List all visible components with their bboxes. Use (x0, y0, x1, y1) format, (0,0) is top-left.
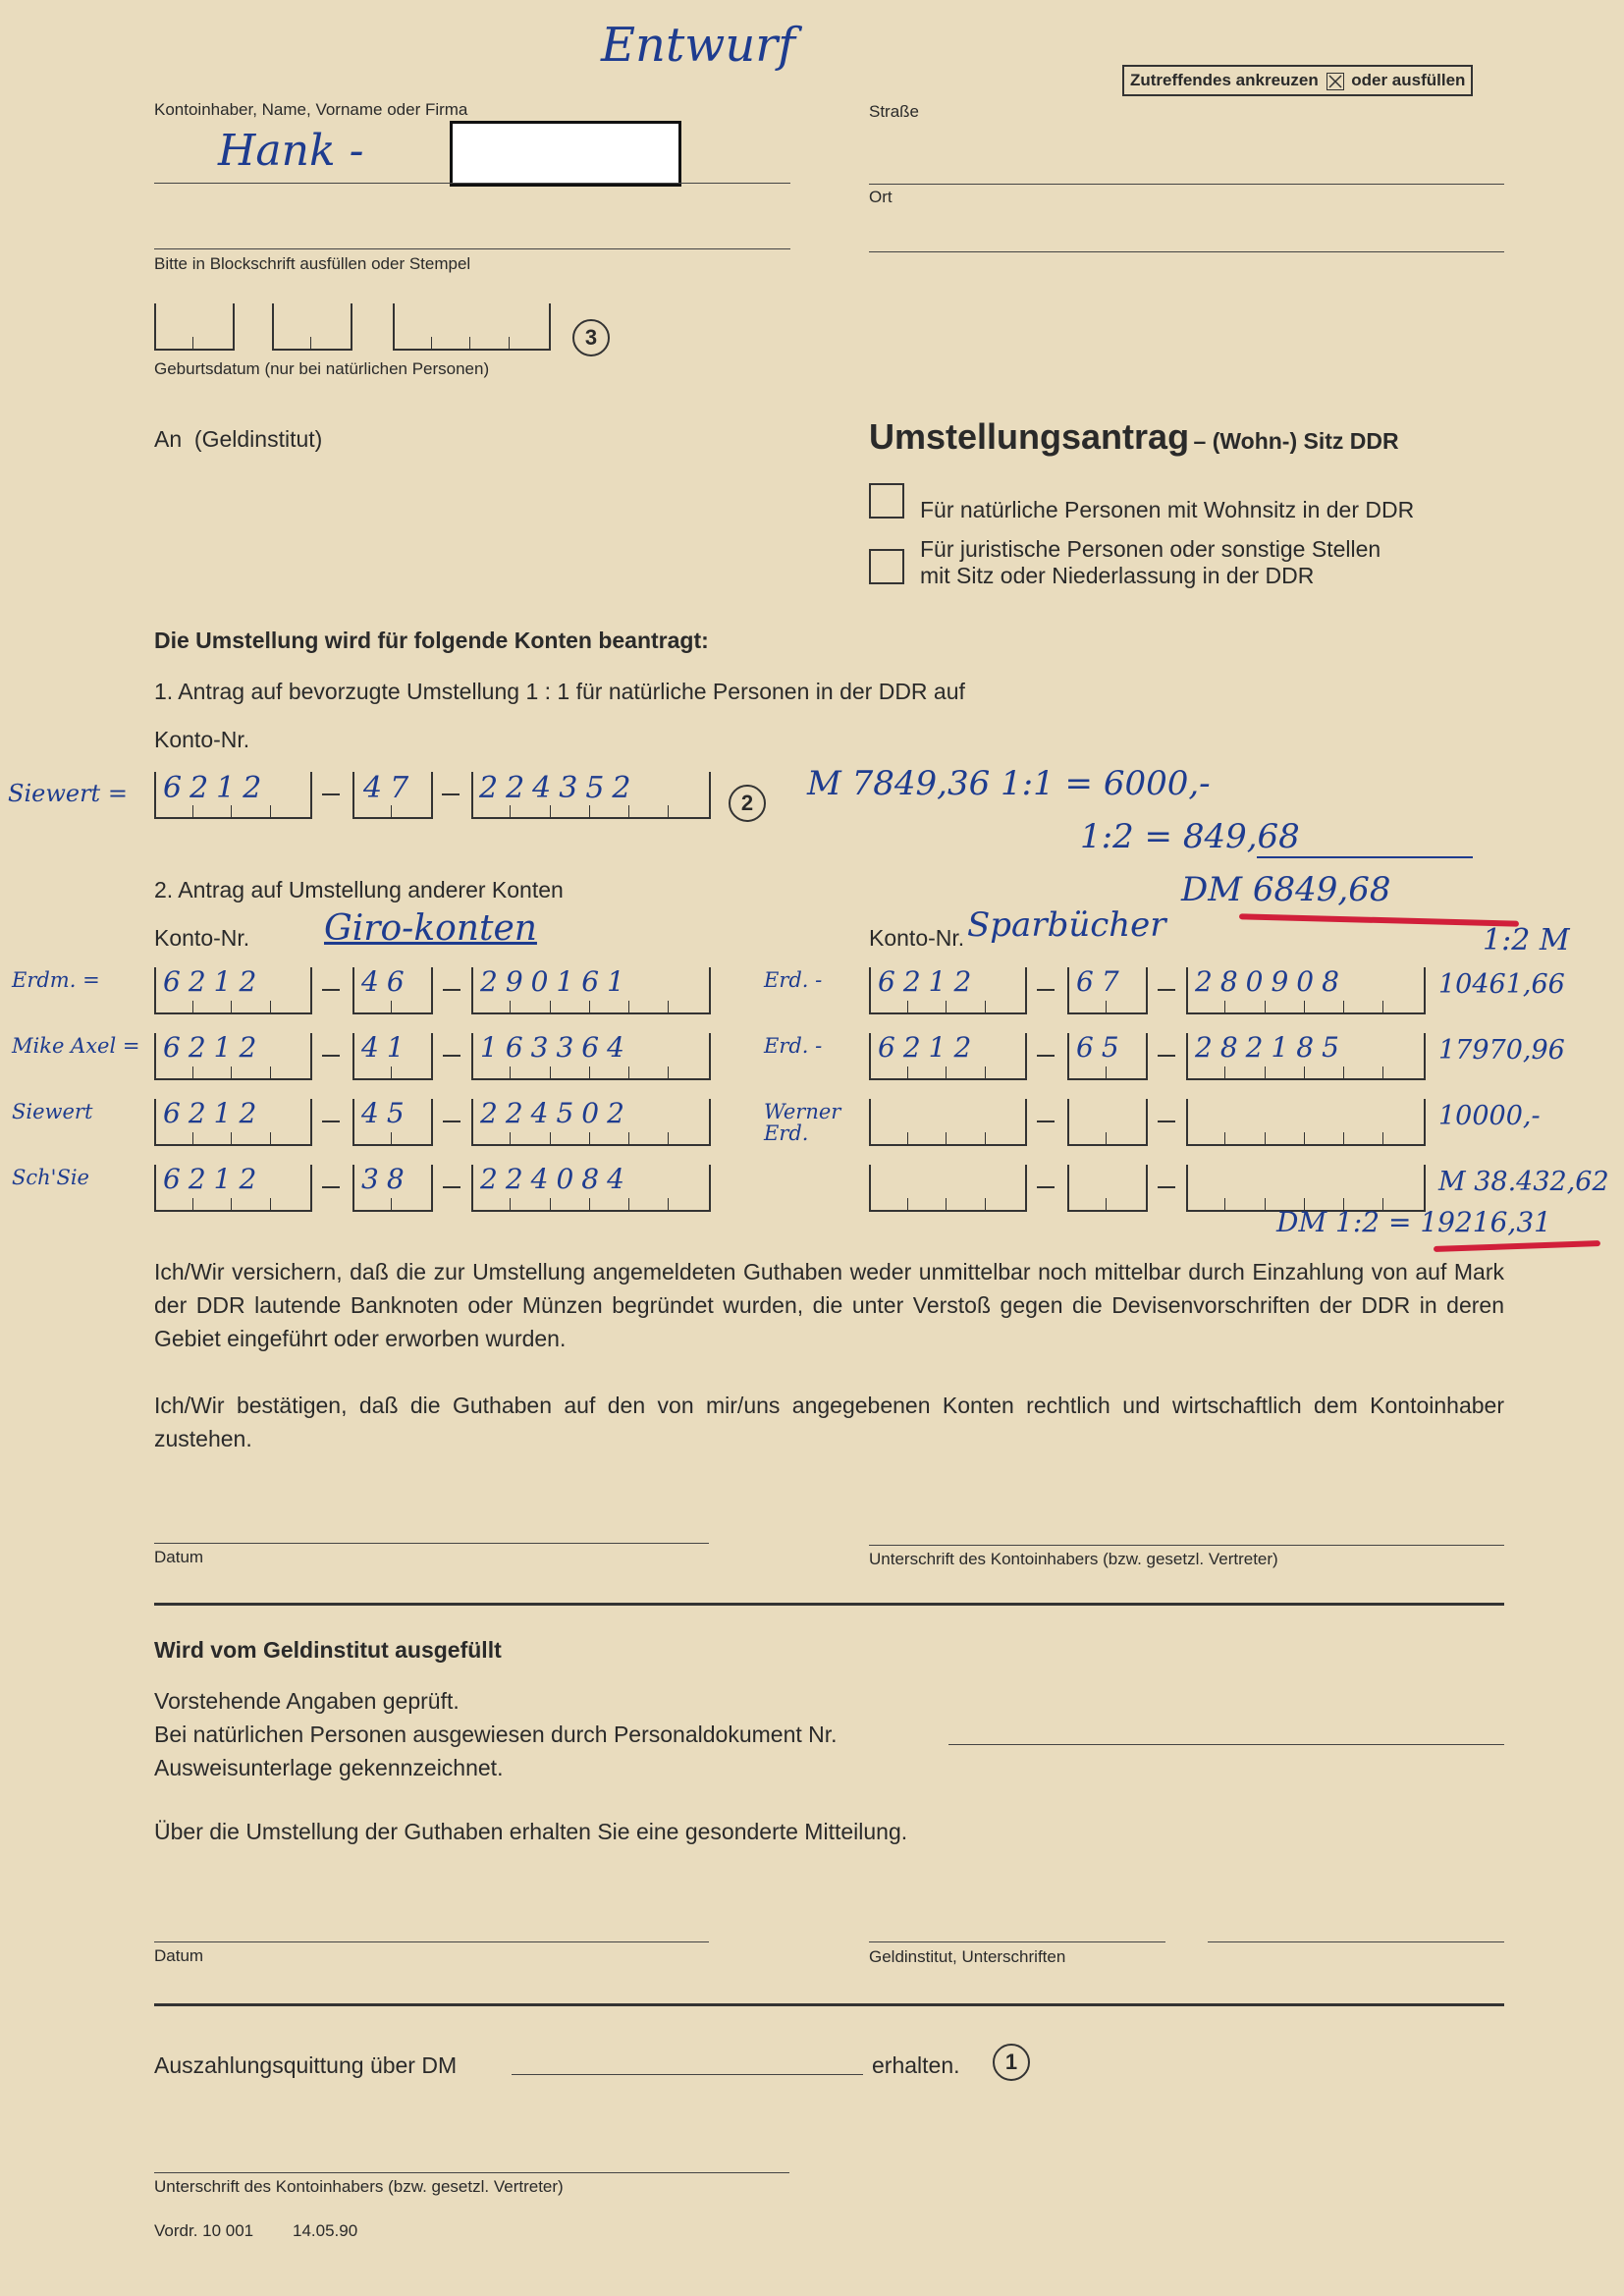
dash (1037, 1186, 1055, 1188)
account-1-part-1-value: 6212 (163, 771, 270, 805)
circle-2-marker: 2 (729, 785, 766, 822)
geburtsdatum-label: Geburtsdatum (nur bei natürlichen Personen) (154, 359, 490, 378)
left-account-3-part-3-value: 224502 (480, 1097, 632, 1129)
blockschrift-label: Bitte in Blockschrift ausfüllen oder Stempel (154, 254, 471, 273)
left-account-4-holder: Sch'Sie (12, 1166, 89, 1189)
kontoinhaber-value[interactable]: Hank - (218, 126, 364, 176)
dash (322, 1055, 340, 1057)
dash (322, 793, 340, 795)
geldinstitut-text: (Geldinstitut) (193, 426, 323, 452)
calc-line-1: M 7849,36 1:1 = 6000,- (807, 764, 1211, 803)
right-account-3-part-2[interactable] (1067, 1099, 1148, 1146)
calc-underline (1257, 856, 1473, 858)
option-juristic-label-2: mit Sitz oder Niederlassung in der DDR (920, 563, 1315, 588)
item-1-text: 1. Antrag auf bevorzugte Umstellung 1 : 1 für natürliche Personen in der DDR auf (154, 679, 965, 704)
bank-line-4: Über die Umstellung der Guthaben erhalten Sie eine gesonderte Mitteilung. (154, 1819, 908, 1844)
ort-line (869, 251, 1504, 252)
birth-month-field[interactable] (272, 303, 352, 351)
declaration-2: Ich/Wir bestätigen, daß die Guthaben auf den von mir/uns angegebenen Konten rechtlich und wirtschaftlich dem Kontoinhaber zustehen. (154, 1393, 1504, 1451)
right-account-2-part-2-value: 65 (1076, 1031, 1127, 1064)
right-account-2-amount: 17970,96 (1438, 1035, 1565, 1066)
left-account-4-part-2-value: 38 (361, 1163, 412, 1195)
declaration-1: Ich/Wir versichern, daß die zur Umstellung angemeldeten Guthaben weder unmittelbar noch mittelbar durch Einzahlung von auf Mark der DDR lautende Banknoten oder Münzen begründet wurden, die unter Verstoß gegen die Devisenvorschriften der DDR in deren Gebiet eingeführt oder erworben wurden. (154, 1259, 1504, 1351)
kontoinhaber-line-2 (154, 248, 790, 249)
dash (322, 989, 340, 991)
strasse-line (869, 184, 1504, 185)
signature-line (869, 1545, 1504, 1546)
dash (1158, 1186, 1175, 1188)
footer-signature-label: Unterschrift des Kontoinhabers (bzw. gesetzl. Vertreter) (154, 2177, 564, 2196)
dash (322, 1186, 340, 1188)
dash (1158, 1055, 1175, 1057)
strasse-label: Straße (869, 102, 920, 121)
personaldokument-line[interactable] (948, 1744, 1504, 1745)
datum-label: Datum (154, 1548, 204, 1566)
instruction-box (1122, 65, 1473, 96)
bank-line-3: Ausweisunterlage gekennzeichnet. (154, 1755, 504, 1780)
right-account-3-holder: Werner Erd. (764, 1100, 841, 1145)
dash (442, 793, 460, 795)
erhalten-label: erhalten. (872, 2052, 960, 2078)
left-account-1-part-2-value: 46 (361, 965, 412, 998)
left-account-1-part-1-value: 6212 (163, 965, 265, 998)
bank-line-2: Bei natürlichen Personen ausgewiesen durch Personaldokument Nr. (154, 1722, 838, 1747)
bank-heading: Wird vom Geldinstitut ausgefüllt (154, 1637, 502, 1663)
bank-line-1: Vorstehende Angaben geprüft. (154, 1688, 460, 1714)
right-account-3-part-1[interactable] (869, 1099, 1027, 1146)
sparbuecher-annotation: Sparbücher (967, 905, 1166, 945)
red-highlight-2 (1434, 1240, 1600, 1252)
calc-line-3: DM 6849,68 (1181, 870, 1391, 909)
dash (1158, 989, 1175, 991)
footer-signature-line (154, 2172, 789, 2173)
konto-label-right: Konto-Nr. (869, 925, 965, 951)
left-account-3-holder: Siewert (12, 1100, 93, 1123)
left-account-3-part-2-value: 45 (361, 1097, 412, 1129)
konto-label-left: Konto-Nr. (154, 925, 250, 951)
signature-label: Unterschrift des Kontoinhabers (bzw. gesetzl. Vertreter) (869, 1550, 1278, 1568)
redaction-box (450, 121, 681, 187)
konto-label-1: Konto-Nr. (154, 727, 250, 752)
left-account-1-part-3-value: 290161 (480, 965, 632, 998)
quittung-label: Auszahlungsquittung über DM (154, 2052, 458, 2078)
dash (443, 1186, 460, 1188)
birth-day-field[interactable] (154, 303, 235, 351)
right-account-2-part-1-value: 6212 (878, 1031, 980, 1064)
form-datecode: 14.05.90 (293, 2221, 358, 2240)
option-juristic-checkbox[interactable] (869, 549, 904, 584)
ratio-note: 1:2 M (1483, 923, 1570, 957)
divider-1 (154, 1603, 1504, 1606)
instruction-box-suffix: oder ausfüllen (1351, 71, 1466, 89)
instruction-box-text: Zutreffendes ankreuzen (1130, 71, 1319, 89)
left-account-3-part-1-value: 6212 (163, 1097, 265, 1129)
account-holder-siewert: Siewert = (8, 780, 128, 807)
quittung-line[interactable] (512, 2074, 863, 2075)
option-natural-checkbox[interactable] (869, 483, 904, 519)
crossed-checkbox-icon (1326, 73, 1344, 90)
total-note: DM 1:2 = 19216,31 (1276, 1206, 1551, 1238)
giro-konten-annotation: Giro-konten (324, 908, 537, 949)
bank-datum-label: Datum (154, 1946, 204, 1965)
right-account-2-part-3-value: 282185 (1195, 1031, 1347, 1064)
dash (322, 1121, 340, 1122)
bank-signature-line-1 (869, 1941, 1165, 1942)
left-account-2-part-1-value: 6212 (163, 1031, 265, 1064)
left-account-2-holder: Mike Axel = (12, 1034, 140, 1058)
ort-label: Ort (869, 188, 893, 206)
form-title-suffix: – (Wohn-) Sitz DDR (1193, 428, 1399, 454)
circle-3-marker: 3 (572, 319, 610, 356)
kontoinhaber-line (154, 183, 790, 184)
right-account-4-amount: M 38.432,62 (1438, 1167, 1609, 1197)
dash (443, 989, 460, 991)
an-text: An (154, 426, 183, 452)
an-label (154, 426, 322, 453)
right-account-1-part-2-value: 67 (1076, 965, 1127, 998)
bank-signature-line-2 (1208, 1941, 1504, 1942)
left-account-2-part-3-value: 163364 (480, 1031, 632, 1064)
birth-year-field[interactable] (393, 303, 551, 351)
kontoinhaber-label: Kontoinhaber, Name, Vorname oder Firma (154, 100, 468, 119)
handwritten-title: Entwurf (601, 18, 795, 73)
form-title-main: Umstellungsantrag (869, 416, 1190, 457)
bank-datum-line (154, 1941, 709, 1942)
right-account-1-holder: Erd. - (764, 968, 823, 992)
right-account-3-amount: 10000,- (1438, 1101, 1541, 1131)
red-highlight-1 (1239, 913, 1519, 926)
circle-1-marker: 1 (993, 2044, 1030, 2081)
account-1-part-2-value: 47 (363, 771, 417, 805)
dash (1158, 1121, 1175, 1122)
option-juristic-label-1: Für juristische Personen oder sonstige Stellen (920, 536, 1381, 562)
left-account-4-part-3-value: 224084 (480, 1163, 632, 1195)
right-account-2-holder: Erd. - (764, 1034, 823, 1058)
option-natural-label: Für natürliche Personen mit Wohnsitz in der DDR (920, 497, 1415, 522)
left-account-2-part-2-value: 41 (361, 1031, 412, 1064)
right-account-4-part-3[interactable] (1186, 1165, 1426, 1212)
dash (1037, 1121, 1055, 1122)
right-account-1-amount: 10461,66 (1438, 969, 1565, 1000)
account-1-part-3-value: 224352 (479, 771, 639, 805)
right-account-1-part-1-value: 6212 (878, 965, 980, 998)
calc-line-2: 1:2 = 849,68 (1080, 817, 1300, 856)
datum-line (154, 1543, 709, 1544)
form-title (869, 416, 1399, 458)
dash (443, 1121, 460, 1122)
right-account-4-part-1[interactable] (869, 1165, 1027, 1212)
left-account-1-holder: Erdm. = (12, 968, 100, 992)
dash (443, 1055, 460, 1057)
section-heading: Die Umstellung wird für folgende Konten beantragt: (154, 628, 709, 653)
divider-2 (154, 2003, 1504, 2006)
item-2-text: 2. Antrag auf Umstellung anderer Konten (154, 877, 564, 902)
right-account-4-part-2[interactable] (1067, 1165, 1148, 1212)
right-account-1-part-3-value: 280908 (1195, 965, 1347, 998)
dash (1037, 989, 1055, 991)
dash (1037, 1055, 1055, 1057)
vordruck-number: Vordr. 10 001 (154, 2221, 254, 2240)
geldinstitut-signature-label: Geldinstitut, Unterschriften (869, 1947, 1066, 1966)
left-account-4-part-1-value: 6212 (163, 1163, 265, 1195)
right-account-3-part-3[interactable] (1186, 1099, 1426, 1146)
